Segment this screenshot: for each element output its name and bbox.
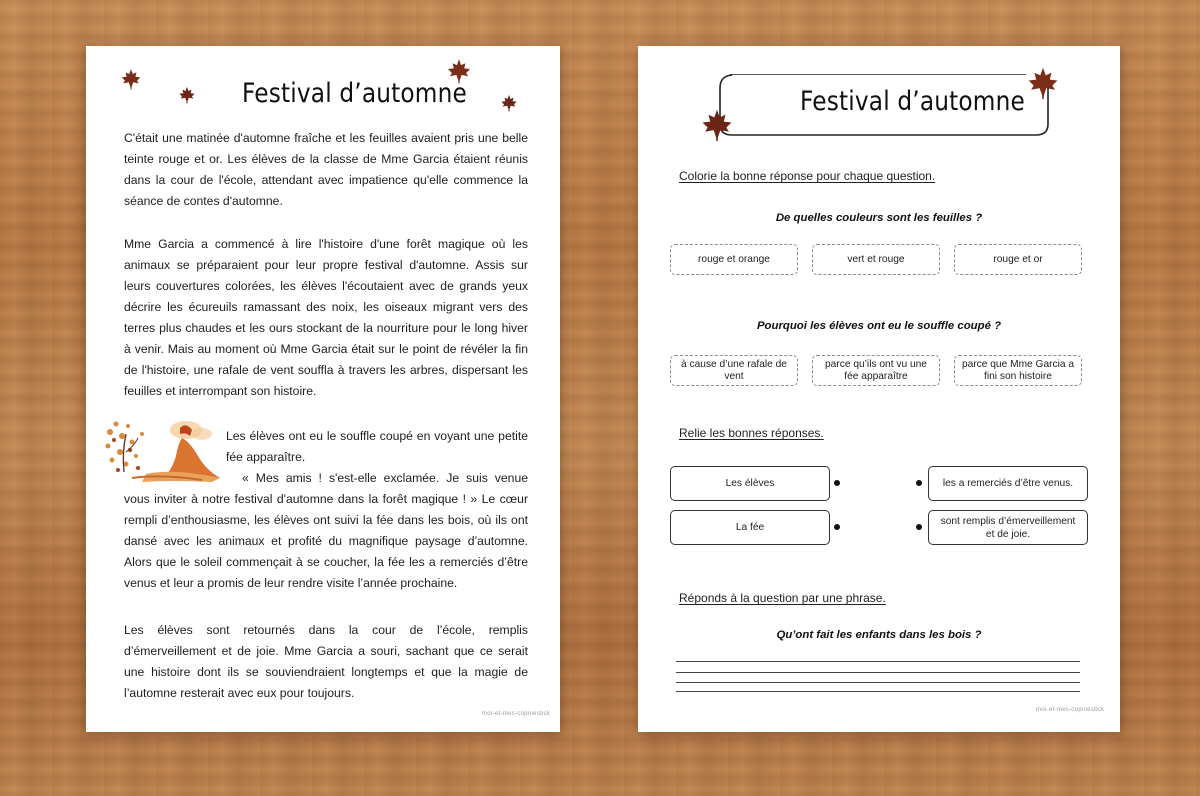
- answer-option[interactable]: rouge et orange: [670, 244, 798, 275]
- match-right-item[interactable]: les a remerciés d’être venus.: [928, 466, 1088, 501]
- maple-leaf-icon: [700, 108, 734, 142]
- answer-option[interactable]: vert et rouge: [812, 244, 940, 275]
- story-paragraph: C'était une matinée d'automne fraîche et les feuilles avaient pris une belle teinte rouge et or. Les élèves de la classe de Mme Garcia étaient réunis dans la cour de l'école, attendant avec impatience qu'elle commence la séance de contes d'automne.: [124, 131, 528, 208]
- maple-leaf-icon: [178, 86, 196, 104]
- maple-leaf-icon: [500, 94, 518, 112]
- answer-option[interactable]: parce qu’ils ont vu une fée apparaître: [812, 355, 940, 386]
- page-title: Festival d’automne: [800, 86, 1025, 117]
- maple-leaf-icon: [120, 68, 142, 90]
- story-paragraph: Les élèves ont eu le souffle coupé en voyant une petite fée apparaître.: [226, 429, 528, 464]
- question-3: Qu’ont fait les enfants dans les bois ?: [776, 629, 982, 641]
- watermark: moi-et-mes-copinesbck: [482, 711, 551, 717]
- worksheet-page: [638, 46, 1120, 732]
- match-dot[interactable]: [916, 524, 922, 530]
- page-title: Festival d’automne: [242, 78, 467, 109]
- match-dot[interactable]: [834, 480, 840, 486]
- match-dot[interactable]: [834, 524, 840, 530]
- match-dot[interactable]: [916, 480, 922, 486]
- instruction-color: Colorie la bonne réponse pour chaque question.: [679, 169, 936, 183]
- story-paragraph-text: « Mes amis ! s'est-elle exclamée. Je suis venue vous inviter à notre festival d'automne dans la forêt magique ! » Le cœur rempli d’enthousiasme, les élèves ont suivi la fée dans les bois, où ils ont dansé avec les animaux et profité du magnifique paysage d’automne. Alors que le soleil commençait à se coucher, la fée les a remerciés d’être venus et leur a promis de leur rendre visite l’année prochaine.: [124, 471, 528, 590]
- writing-line[interactable]: [676, 661, 1080, 662]
- match-left-item[interactable]: Les élèves: [670, 466, 830, 501]
- story-paragraph: Mme Garcia a commencé à lire l'histoire d'une forêt magique où les animaux se préparaient pour leur propre festival d'automne. Assis sur leurs couvertures colorées, les élèves l'écoutaient avec de grands yeux décrire les écureuils ramassant des noix, les oiseaux migrant vers des terres plus chaudes et les ours stockant de la nourriture pour le long hiver à venir. Mais au moment où Mme Garcia était sur le point de révéler la fin de l'histoire, une rafale de vent souffla à travers les arbres, dispersant les feuilles et interrompant son histoire.: [124, 237, 528, 398]
- writing-line[interactable]: [676, 672, 1080, 673]
- writing-line[interactable]: [676, 682, 1080, 683]
- watermark: moi-et-mes-copinesbck: [1036, 707, 1105, 713]
- instruction-match: Relie les bonnes réponses.: [679, 426, 824, 440]
- match-right-item[interactable]: sont remplis d’émerveillement et de joie.: [928, 510, 1088, 545]
- answer-option[interactable]: à cause d’une rafale de vent: [670, 355, 798, 386]
- maple-leaf-icon: [1026, 66, 1060, 100]
- writing-line[interactable]: [676, 691, 1080, 692]
- story-paragraph: Les élèves sont retournés dans la cour de l’école, remplis d’émerveillement et de joie. Mme Garcia a souri, sachant que ce serait une histoire dont ils se souviendraient longtemps et que la magie de l’automne resterait avec eux pour toujours.: [124, 623, 528, 700]
- answer-option[interactable]: parce que Mme Garcia a fini son histoire: [954, 355, 1082, 386]
- match-left-item[interactable]: La fée: [670, 510, 830, 545]
- story-page: [86, 46, 560, 732]
- question-1: De quelles couleurs sont les feuilles ?: [775, 212, 983, 224]
- question-2: Pourquoi les élèves ont eu le souffle coupé ?: [756, 320, 1002, 332]
- instruction-answer: Réponds à la question par une phrase.: [679, 591, 886, 605]
- story-paragraph: [124, 468, 528, 594]
- answer-option[interactable]: rouge et or: [954, 244, 1082, 275]
